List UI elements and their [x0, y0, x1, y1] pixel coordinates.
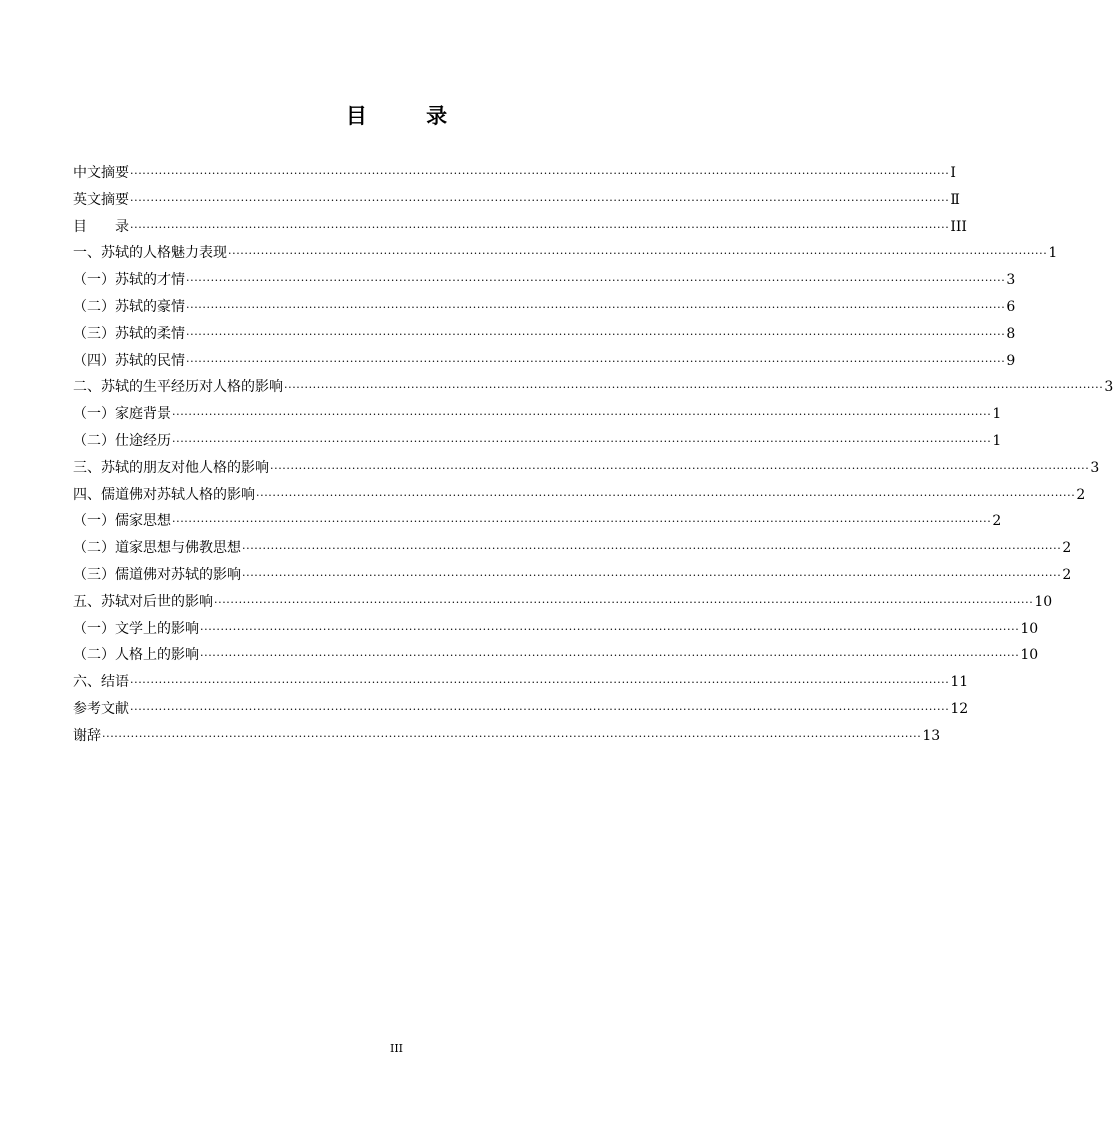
toc-entry-label: （三）儒道佛对苏轼的影响 — [73, 566, 241, 583]
toc-entry — [73, 535, 1072, 562]
toc-entry — [73, 214, 967, 241]
toc-entry — [73, 374, 1113, 401]
page-title: 目 录 — [345, 104, 474, 128]
toc-leader-dots: ········································································································································································································ — [186, 327, 1006, 341]
toc-leader-dots: ········································································································································································································ — [172, 408, 992, 422]
toc-leader-dots: ········································································································································································································ — [102, 729, 922, 743]
toc-entry-page: 10 — [1020, 620, 1039, 637]
toc-entry-page: 3 — [1006, 272, 1016, 289]
toc-leader-dots: ········································································································································································································ — [172, 515, 992, 529]
toc-entry-label: 四、儒道佛对苏轼人格的影响 — [73, 486, 255, 503]
toc-leader-dots: ········································································································································································································ — [228, 247, 1048, 261]
toc-entry-label: （四）苏轼的民情 — [73, 352, 185, 369]
table-of-contents — [73, 160, 1113, 750]
toc-entry — [73, 616, 1039, 643]
toc-leader-dots: ········································································································································································································ — [200, 649, 1020, 663]
toc-entry — [73, 240, 1058, 267]
toc-leader-dots: ········································································································································································································ — [186, 300, 1006, 314]
toc-entry — [73, 642, 1039, 669]
toc-leader-dots: ········································································································································································································ — [200, 622, 1020, 636]
toc-entry — [73, 723, 941, 750]
toc-leader-dots: ········································································································································································································ — [130, 702, 950, 716]
toc-entry-label: 一、苏轼的人格魅力表现 — [73, 245, 227, 262]
toc-entry-label: 英文摘要 — [73, 191, 129, 208]
toc-entry — [73, 589, 1053, 616]
toc-entry-label: 目 录 — [73, 218, 129, 235]
toc-entry-page: Ⅰ — [950, 165, 956, 181]
toc-entry-page: III — [950, 218, 967, 235]
toc-entry — [73, 160, 956, 187]
toc-entry-page: 12 — [950, 700, 969, 717]
toc-entry-page: 2 — [992, 513, 1002, 530]
page-number: III — [389, 1042, 404, 1055]
toc-entry-page: 1 — [1048, 245, 1058, 262]
toc-entry-label: （一）儒家思想 — [73, 513, 171, 530]
toc-entry-page: 9 — [1006, 352, 1016, 369]
toc-entry-page: 2 — [1076, 486, 1086, 503]
toc-entry-page: 1 — [992, 406, 1002, 423]
toc-entry-label: （一）苏轼的才情 — [73, 272, 185, 289]
toc-entry-page: 3 — [1090, 459, 1100, 476]
toc-entry-page: 11 — [950, 674, 969, 691]
toc-leader-dots: ········································································································································································································ — [186, 354, 1006, 368]
toc-entry-label: （二）仕途经历 — [73, 432, 171, 449]
toc-entry — [73, 348, 1016, 375]
toc-entry — [73, 321, 1016, 348]
toc-entry — [73, 428, 1002, 455]
toc-entry-page: 3 — [1104, 379, 1113, 396]
toc-entry-label: （二）道家思想与佛教思想 — [73, 540, 241, 557]
toc-entry — [73, 294, 1016, 321]
toc-entry — [73, 401, 1002, 428]
toc-entry-label: 中文摘要 — [73, 165, 129, 181]
toc-leader-dots: ········································································································································································································ — [256, 488, 1076, 502]
toc-entry-page: 10 — [1020, 647, 1039, 664]
toc-entry-label: 谢辞 — [73, 727, 101, 744]
toc-entry-label: 三、苏轼的朋友对他人格的影响 — [73, 459, 269, 476]
toc-entry-label: 五、苏轼对后世的影响 — [73, 593, 213, 610]
toc-entry-label: 六、结语 — [73, 674, 129, 691]
toc-entry-label: （二）人格上的影响 — [73, 647, 199, 664]
toc-entry-label: （一）文学上的影响 — [73, 620, 199, 637]
toc-leader-dots: ········································································································································································································ — [172, 434, 992, 448]
toc-entry — [73, 267, 1016, 294]
toc-leader-dots: ········································································································································································································ — [130, 676, 950, 690]
toc-entry-page: 1 — [992, 432, 1002, 449]
toc-entry — [73, 562, 1072, 589]
toc-leader-dots: ········································································································································································································ — [242, 542, 1062, 556]
toc-leader-dots: ········································································································································································································ — [270, 461, 1090, 475]
toc-entry — [73, 455, 1100, 482]
toc-entry-page: 10 — [1034, 593, 1053, 610]
toc-leader-dots: ········································································································································································································ — [130, 220, 950, 234]
toc-entry-page: 2 — [1062, 540, 1072, 557]
toc-entry — [73, 187, 960, 214]
toc-entry — [73, 482, 1086, 509]
toc-entry-label: （二）苏轼的豪情 — [73, 298, 185, 315]
toc-entry-page: 8 — [1006, 325, 1016, 342]
toc-entry-page: 2 — [1062, 566, 1072, 583]
toc-entry — [73, 669, 969, 696]
toc-entry-label: （三）苏轼的柔情 — [73, 325, 185, 342]
toc-entry-label: 二、苏轼的生平经历对人格的影响 — [73, 379, 283, 396]
toc-leader-dots: ········································································································································································································ — [130, 167, 950, 180]
toc-leader-dots: ········································································································································································································ — [284, 381, 1104, 395]
toc-entry-page: Ⅱ — [950, 191, 960, 208]
toc-leader-dots: ········································································································································································································ — [242, 568, 1062, 582]
toc-entry-label: 参考文献 — [73, 700, 129, 717]
toc-leader-dots: ········································································································································································································ — [214, 595, 1034, 609]
toc-entry — [73, 696, 969, 723]
toc-entry-page: 13 — [922, 727, 941, 744]
toc-entry-label: （一）家庭背景 — [73, 406, 171, 423]
toc-leader-dots: ········································································································································································································ — [186, 274, 1006, 288]
toc-entry — [73, 508, 1002, 535]
toc-leader-dots: ········································································································································································································ — [130, 193, 950, 207]
toc-entry-page: 6 — [1006, 298, 1016, 315]
